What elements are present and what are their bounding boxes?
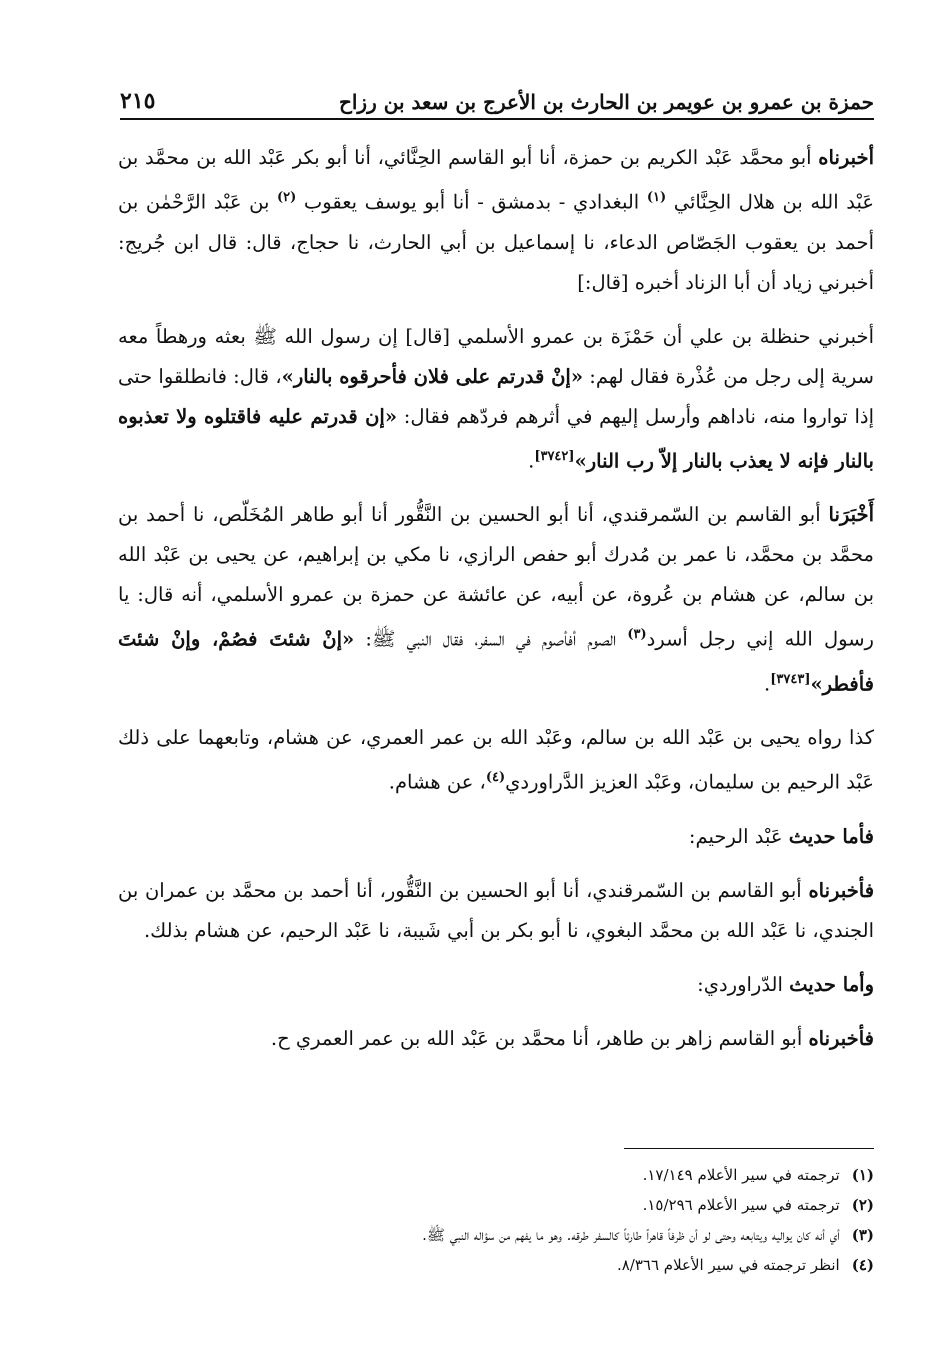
paragraph-text: كذا رواه يحيى بن عَبْد الله بن سالم، وعَبْد الله بن عمر العمري، عن هشام، وتابعهما على ذلك عَبْد الرحيم بن سليمان، وعَبْد العزيز الدَّراوردي: [118, 726, 874, 794]
paragraph-text: أبو القاسم بن السّمرقندي، أنا أبو الحسين بن النَّقُّور، أنا أحمد بن محمَّد بن عمران بن الجندي، نا عَبْد الله بن محمَّد البغوي، نا أبو بكر بن أبي شَيبة، نا عَبْد الرحيم، عن هشام بذلك.: [118, 878, 874, 942]
footnote-mark: (٤): [851, 1256, 874, 1274]
paragraph-lead: أَخْبَرَنا: [828, 503, 874, 526]
footnote-mark: (١): [851, 1166, 874, 1184]
paragraph-text: ، قال: فانطلقوا حتى إذا تواروا منه، ناداهم وأرسل إليهم في أثرهم فردّهم فقال:: [118, 364, 874, 428]
paragraph-end: .: [528, 449, 535, 472]
footnote-text: ترجمته في سير الأعلام ١٧/١٤٩.: [642, 1166, 840, 1184]
footnote-item: [118, 1220, 874, 1250]
paragraph-text: البغدادي - بدمشق - أنا أبو يوسف يعقوب: [303, 190, 640, 214]
paragraph-8: [118, 1019, 874, 1059]
paragraph-text: أبو محمَّد عَبْد الكريم بن حمزة، أنا أبو القاسم الحِنَّائي، أنا أبو بكر عَبْد الله بن محمَّد بن عَبْد الله بن هلال الحِنَّائي: [118, 146, 874, 214]
paragraph-2: [118, 317, 874, 482]
footnote-text: انظر ترجمته في سير الأعلام ٨/٣٦٦.: [616, 1256, 840, 1274]
paragraph-text: ، عن هشام.: [388, 770, 486, 794]
footnote-ref: (٣): [627, 627, 647, 642]
paragraph-text: عَبْد الرحيم:: [688, 824, 783, 848]
paragraph-lead: وأما حديث: [789, 972, 874, 996]
paragraph-text: الصوم أفأصوم في السفر، فقال النبي ﷺ:: [365, 627, 617, 651]
footnote-ref: (٢): [277, 190, 297, 205]
paragraph-5: [118, 817, 874, 857]
footnote-ref: (٤): [485, 770, 506, 785]
footnote-item: [118, 1160, 874, 1190]
paragraph-lead: أخبرناه: [818, 146, 874, 169]
footnotes: [118, 1160, 874, 1280]
footnote-mark: (٢): [851, 1196, 874, 1214]
paragraph-text: أخبرني حنظلة بن علي أن حَمْزَة بن عمرو الأسلمي [قال] إن رسول الله ﷺ بعثه ورهطاً معه سرية إلى رجل من عُذْرة فقال لهم:: [118, 324, 874, 388]
footnote-ref: (١): [646, 190, 667, 205]
footnote-mark: (٣): [851, 1226, 874, 1244]
hadith-quote: «إنْ شئتَ فصُمْ، وإنْ شئتَ فأفطر»: [118, 627, 874, 695]
paragraph-7: [118, 965, 874, 1005]
footnote-item: [118, 1250, 874, 1280]
footnote-divider: [624, 1148, 874, 1149]
paragraph-lead: فأخبرناه: [808, 1026, 874, 1050]
footnote-text: أي أنه كان يواليه ويتابعه وحتى لو أن ظرفاً قاهراً طارئاً كالسفر طرقه. وهو ما يفهم من سؤاله النبي ﷺ.: [422, 1226, 840, 1244]
footnote-item: [118, 1190, 874, 1220]
page-header: [120, 76, 874, 120]
hadith-quote: «إنْ قدرتم على فلان فأحرقوه بالنار»: [281, 364, 584, 388]
hadith-quote: «إن قدرتم عليه فاقتلوه ولا تعذبوه بالنار فإنه لا يعذب بالنار إلاّ رب النار»: [118, 404, 874, 472]
paragraph-lead: فأما حديث: [788, 824, 874, 848]
paragraph-3: [118, 495, 874, 704]
running-title: حمزة بن عمرو بن عويمر بن الحارث بن الأعرج بن سعد بن رزاح: [338, 90, 874, 114]
paragraph-6: [118, 871, 874, 951]
paragraph-4: [118, 718, 874, 803]
footnote-text: ترجمته في سير الأعلام ١٥/٢٩٦.: [642, 1196, 840, 1214]
page-body: [118, 138, 874, 1073]
paragraph-1: [118, 138, 874, 303]
paragraph-text: أبو القاسم زاهر بن طاهر، أنا محمَّد بن عَبْد الله بن عمر العمري ح.: [270, 1026, 803, 1050]
hadith-number: [٣٧٤٣]: [770, 671, 811, 687]
paragraph-text: أبو القاسم بن السّمرقندي، أنا أبو الحسين بن النَّقُّور أنا أبو طاهر المُخَلّص، نا أحمد بن محمَّد بن محمَّد، نا عمر بن مُدرك أبو حفص الرازي، نا مكي بن إبراهيم، عن يحيى بن عَبْد الله بن سالم، عن هشام بن عُروة، عن أبيه، عن عائشة عن حمزة بن عمرو الأسلمي، أنه قال: يا رسول الله إني رجل أسرد: [118, 503, 874, 651]
paragraph-text: بن عَبْد الرَّحْمٰن بن أحمد بن يعقوب الجَصّاص الدعاء، نا إسماعيل بن أبي الحارث، نا حجاج، قال: قال ابن جُريج: أخبرني زياد أن أبا الزناد أخبره [قال:]: [118, 190, 874, 294]
paragraph-end: .: [764, 672, 771, 695]
hadith-number: [٣٧٤٢]: [534, 448, 575, 464]
paragraph-text: الدّراوردي:: [697, 972, 783, 996]
page-number: ٢١٥: [120, 88, 156, 114]
paragraph-lead: فأخبرناه: [808, 878, 875, 902]
